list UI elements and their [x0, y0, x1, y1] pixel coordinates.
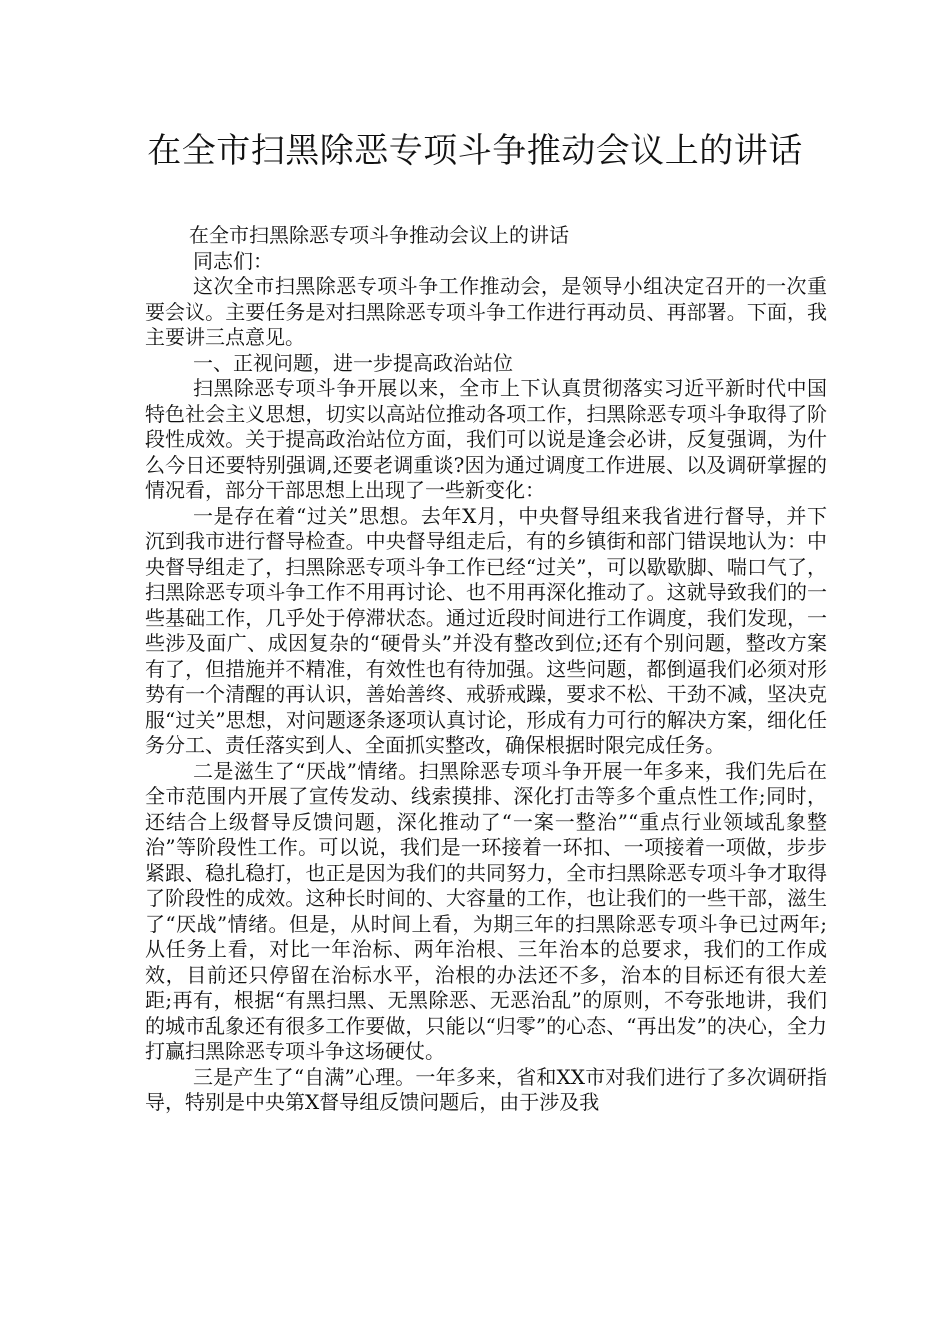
- paragraph-section-1: 扫黑除恶专项斗争开展以来，全市上下认真贯彻落实习近平新时代中国特色社会主义思想，切实以高站位推动各项工作，扫黑除恶专项斗争取得了阶段性成效。关于提高政治站位方面，我们可以说是逢会必讲，反复强调，为什么今日还要特别强调,还要老调重谈?因为通过调度工作进展、以及调研掌握的情况看，部分干部思想上出现了一些新变化：: [145, 376, 827, 502]
- paragraph-point-1: 一是存在着“过关”思想。去年X月，中央督导组来我省进行督导，并下沉到我市进行督导检查。中央督导组走后，有的乡镇街和部门错误地认为：中央督导组走了，扫黑除恶专项斗争工作已经“过关”，可以歇歇脚、喘口气了，扫黑除恶专项斗争工作不用再讨论、也不用再深化推动了。这就导致我们的一些基础工作，几乎处于停滞状态。通过近段时间进行工作调度，我们发现，一些涉及面广、成因复杂的“硬骨头”并没有整改到位;还有个别问题，整改方案有了，但措施并不精准，有效性也有待加强。这些问题，都倒逼我们必须对形势有一个清醒的再认识，善始善终、戒骄戒躁，要求不松、干劲不减，坚决克服“过关”思想，对问题逐条逐项认真讨论，形成有力可行的解决方案，细化任务分工、责任落实到人、全面抓实整改，确保根据时限完成任务。: [145, 503, 827, 757]
- document-body: [145, 223, 827, 1116]
- paragraph-point-3: 三是产生了“自满”心理。一年多来，省和XX市对我们进行了多次调研指导，特别是中央第X督导组反馈问题后，由于涉及我: [145, 1064, 827, 1114]
- paragraph-point-2: 二是滋生了“厌战”情绪。扫黑除恶专项斗争开展一年多来，我们先后在全市范围内开展了宣传发动、线索摸排、深化打击等多个重点性工作;同时，还结合上级督导反馈问题，深化推动了“一案一整治”“重点行业领域乱象整治”等阶段性工作。可以说，我们是一环接着一环扣、一项接着一项做，步步紧跟、稳扎稳打，也正是因为我们的共同努力，全市扫黑除恶专项斗争才取得了阶段性的成效。这种长时间的、大容量的工作，也让我们的一些干部，滋生了“厌战”情绪。但是，从时间上看，为期三年的扫黑除恶专项斗争已过两年;从任务上看，对比一年治标、两年治根、三年治本的总要求，我们的工作成效，目前还只停留在治标水平，治根的办法还不多，治本的目标还有很大差距;再有，根据“有黑扫黑、无黑除恶、无恶治乱”的原则，不夸张地讲，我们的城市乱象还有很多工作要做，只能以“归零”的心态、“再出发”的决心，全力打赢扫黑除恶专项斗争这场硬仗。: [145, 758, 827, 1063]
- salutation: 同志们：: [193, 248, 273, 273]
- section-heading-1: 一、正视问题，进一步提高政治站位: [193, 350, 513, 375]
- document-title: 在全市扫黑除恶专项斗争推动会议上的讲话: [147, 131, 803, 171]
- paragraph-intro: 这次全市扫黑除恶专项斗争工作推动会，是领导小组决定召开的一次重要会议。主要任务是对扫黑除恶专项斗争工作进行再动员、再部署。下面，我主要讲三点意见。: [145, 274, 827, 349]
- document-subtitle: 在全市扫黑除恶专项斗争推动会议上的讲话: [189, 223, 569, 247]
